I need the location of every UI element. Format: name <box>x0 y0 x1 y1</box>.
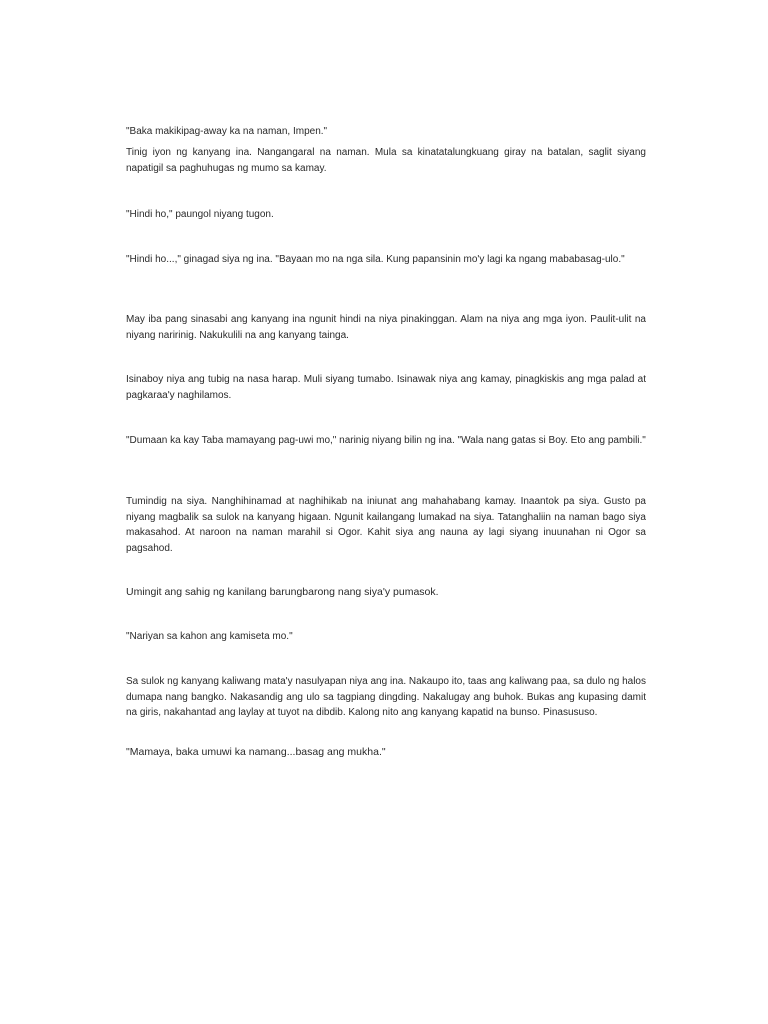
paragraph-4: "Hindi ho...," ginagad siya ng ina. "Bayaan mo na nga sila. Kung papansinin mo'y lagi ka ngang mababasag-ulo." <box>126 254 625 265</box>
paragraph-12: "Mamaya, baka umuwi ka namang...basag ang mukha." <box>126 746 386 758</box>
paragraph-5: May iba pang sinasabi ang kanyang ina ngunit hindi na niya pinakinggan. Alam na niya ang mga iyon. Paulit-ulit na niyang naririnig. Nakukulili na ang kanyang tainga. <box>126 314 646 341</box>
paragraph-10: "Nariyan sa kahon ang kamiseta mo." <box>126 631 293 642</box>
paragraph-6: Isinaboy niya ang tubig na nasa harap. Muli siyang tumabo. Isinawak niya ang kamay, pinagkiskis ang mga palad at pagkaraa'y naghilamos. <box>126 374 646 401</box>
paragraph-2: Tinig iyon ng kanyang ina. Nangangaral na naman. Mula sa kinatatalungkuang giray na batalan, saglit siyang napatigil sa paghuhugas ng mumo sa kamay. <box>126 147 646 174</box>
paragraph-7: "Dumaan ka kay Taba mamayang pag-uwi mo," narinig niyang bilin ng ina. "Wala nang gatas si Boy. Eto ang pambili." <box>126 435 646 446</box>
paragraph-3: "Hindi ho," paungol niyang tugon. <box>126 209 274 220</box>
paragraph-11: Sa sulok ng kanyang kaliwang mata'y nasulyapan niya ang ina. Nakaupo ito, taas ang kaliwang paa, sa dulo ng halos dumapa nang bangko. Nakasandig ang ulo sa tagpiang dingding. Nakalugay ang buhok. Bukas ang kupasing damit na giris, nakahantad ang laylay at tuyot na dibdib. Kalong nito ang kanyang kapatid na bunso. Pinasususo. <box>126 676 646 718</box>
paragraph-9: Umingit ang sahig ng kanilang barungbarong nang siya'y pumasok. <box>126 586 439 598</box>
paragraph-8: Tumindig na siya. Nanghihinamad at naghihikab na iniunat ang mahahabang kamay. Inaantok pa siya. Gusto pa niyang magbalik sa sulok na kanyang higaan. Ngunit kailangang lumakad na siya. Tatanghaliin na naman bago siya makasahod. At naroon na naman marahil si Ogor. Kahit siya ang nauna ay lagi siyang inuunahan ni Ogor sa pagsahod. <box>126 496 646 554</box>
paragraph-1: "Baka makikipag-away ka na naman, Impen." <box>126 126 328 137</box>
